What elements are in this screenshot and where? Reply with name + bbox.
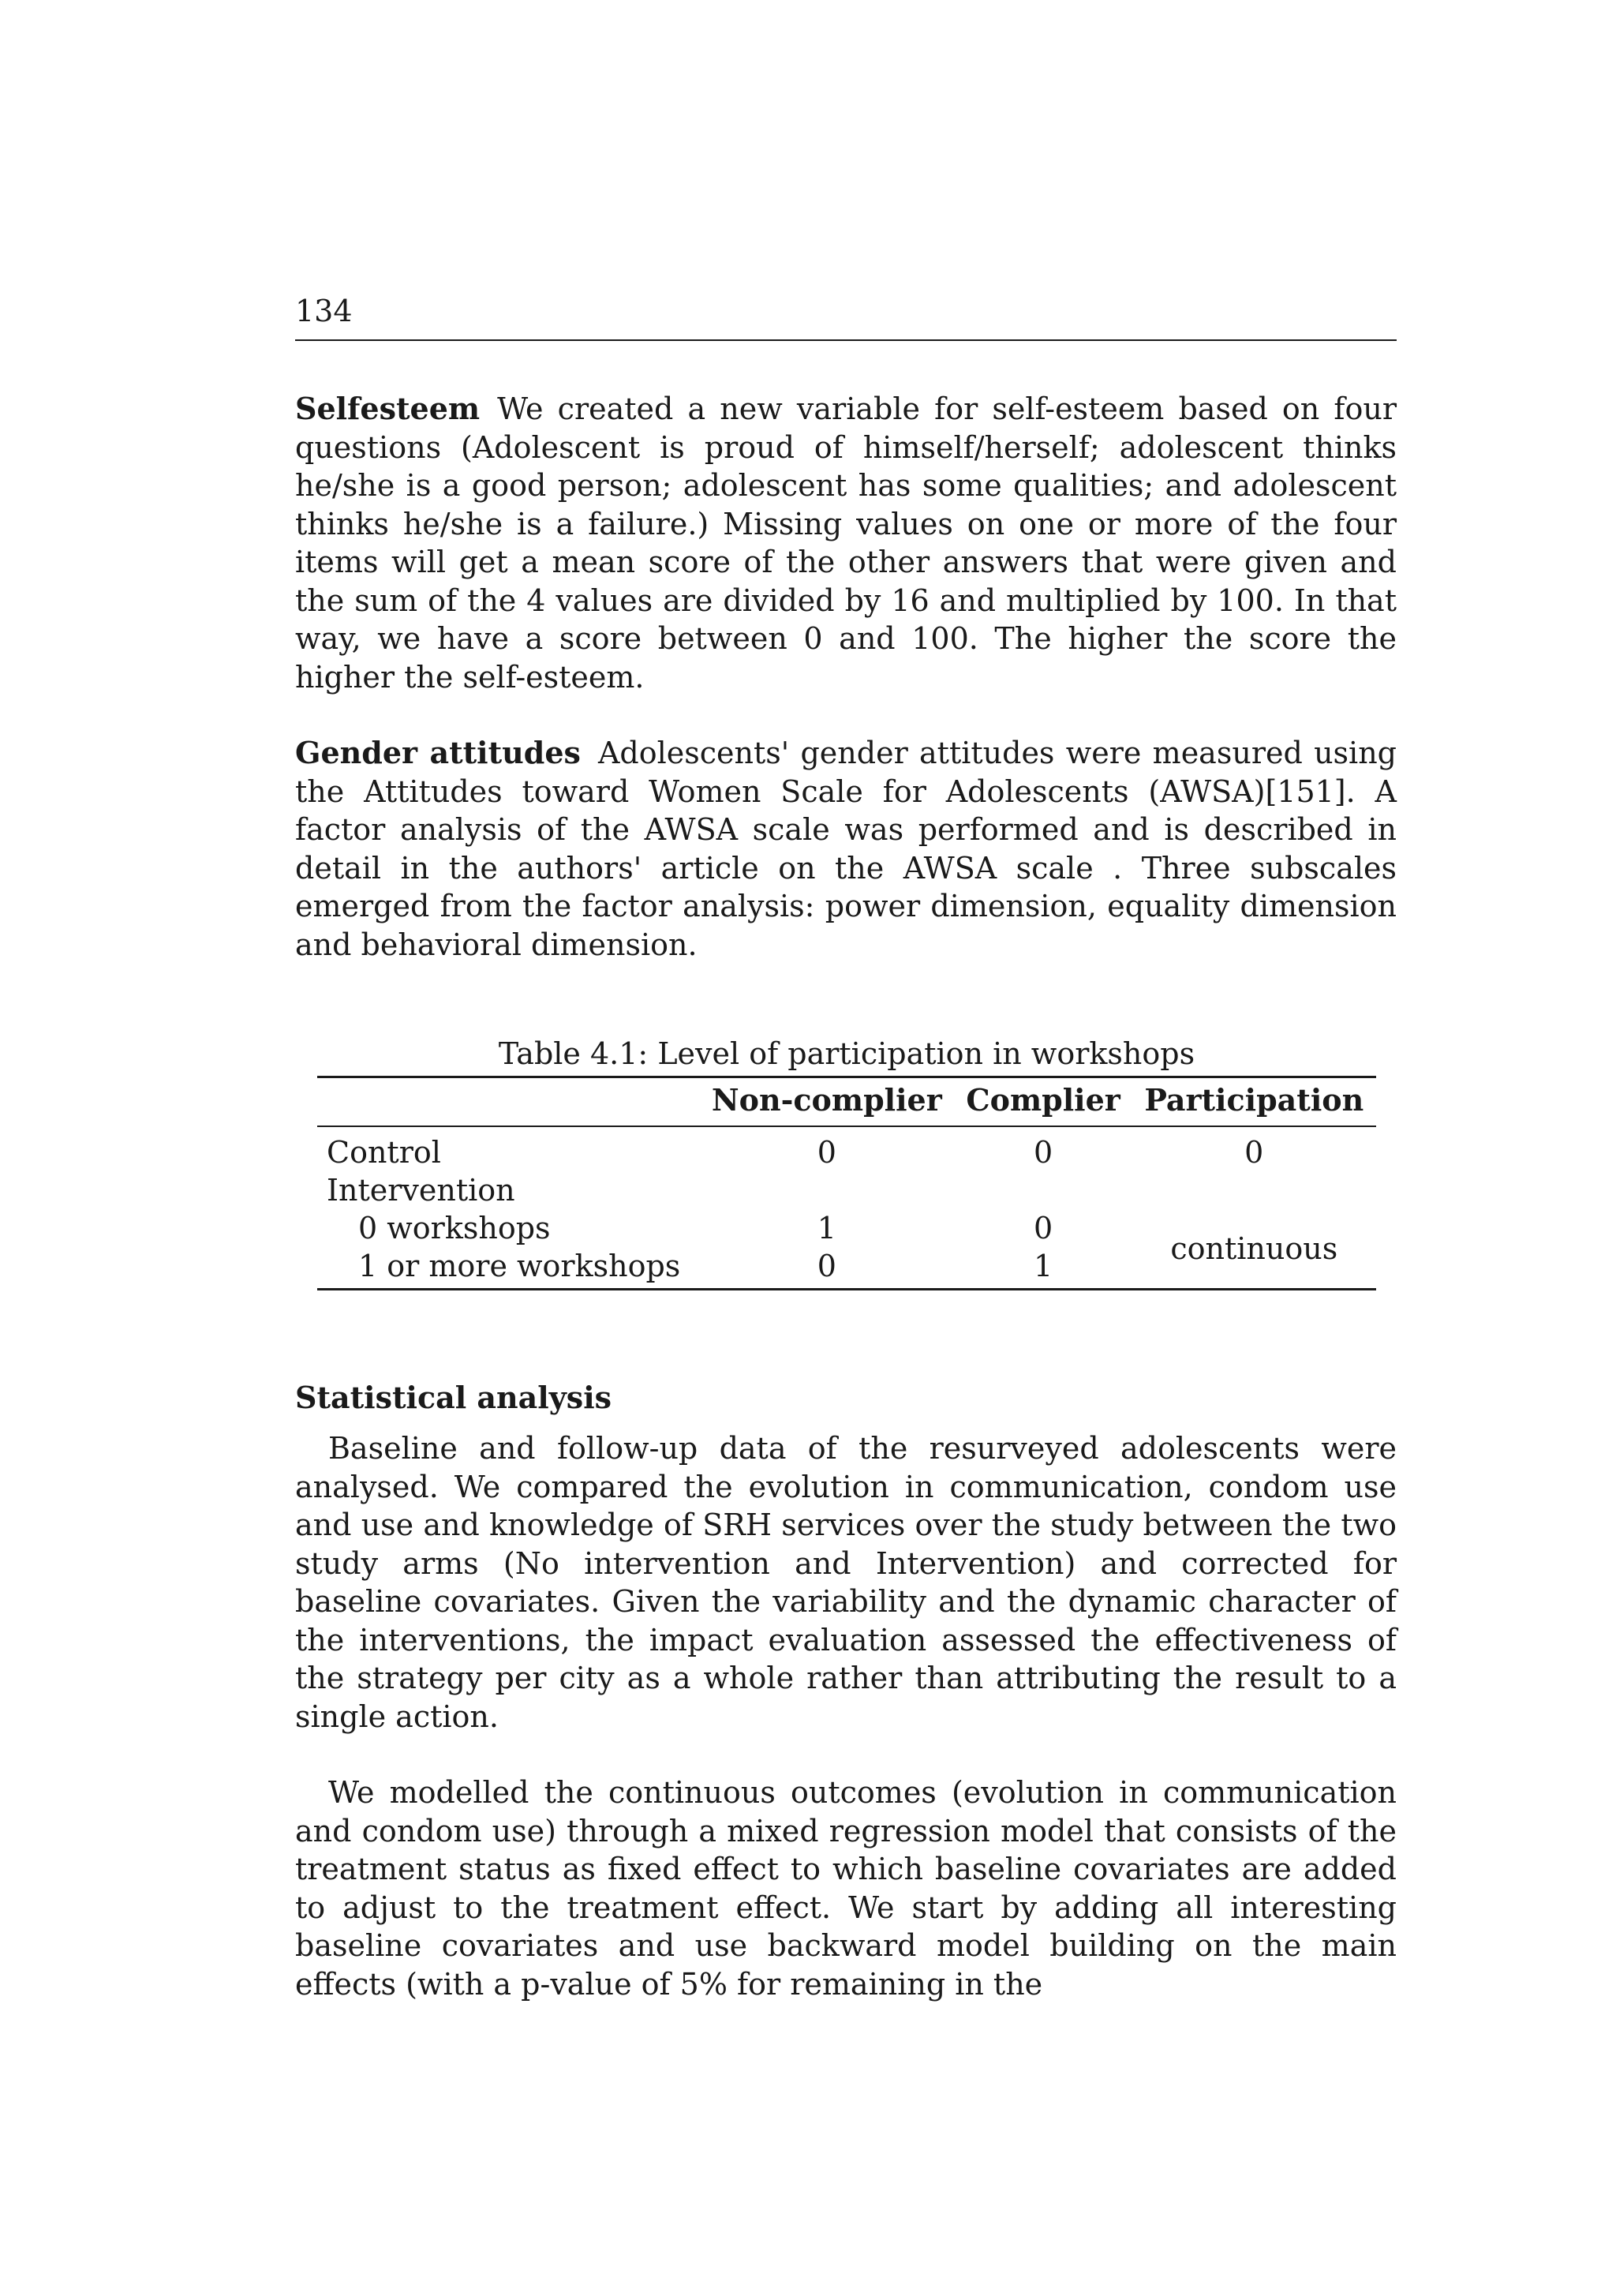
page-content <box>295 292 1397 2003</box>
table-header-row <box>317 1077 1376 1127</box>
table-row-control <box>317 1126 1376 1171</box>
selfesteem-paragraph <box>295 390 1397 696</box>
selfesteem-heading: Selfesteem <box>295 391 481 426</box>
table-header-participation: Participation <box>1132 1077 1376 1127</box>
cell-control-non-complier: 0 <box>817 1135 836 1170</box>
cell-participation-continuous: continuous <box>1170 1231 1338 1266</box>
gender-attitudes-text: Adolescents' gender attitudes were measured using the Attitudes toward Women Scale for Adolescents (AWSA)[151]. A factor analysis of the AWSA scale was performed and is described in detail in the authors' article on the AWSA scale . Three subscales emerged from the factor analysis: power dimension, equality dimension and behavioral dimension. <box>295 736 1397 962</box>
cell-one-or-more-non-complier: 0 <box>817 1249 836 1283</box>
section-heading-statistical-analysis: Statistical analysis <box>295 1380 612 1415</box>
gender-attitudes-paragraph <box>295 734 1397 964</box>
cell-zero-workshops-non-complier: 1 <box>817 1211 836 1245</box>
statistical-analysis-paragraph-2: We modelled the continuous outcomes (evolution in communication and condom use) through a mixed regression model that consists of the treatment status as fixed effect to which baseline covariates are added to adjust to the treatment effect. We start by adding all interesting baseline covariates and use backward model building on the main effects (with a p-value of 5% for remaining in the <box>295 1775 1397 2002</box>
row-label-zero-workshops: 0 workshops <box>358 1211 551 1245</box>
participation-table <box>317 1076 1376 1290</box>
row-label-intervention: Intervention <box>327 1173 515 1208</box>
page-number: 134 <box>295 292 1397 341</box>
cell-control-complier: 0 <box>1034 1135 1053 1170</box>
gender-attitudes-heading: Gender attitudes <box>295 735 581 770</box>
cell-zero-workshops-complier: 0 <box>1034 1211 1053 1245</box>
table-row-zero-workshops <box>317 1209 1376 1247</box>
table-caption: Table 4.1: Level of participation in workshops <box>498 1036 1195 1071</box>
cell-control-participation: 0 <box>1244 1135 1264 1170</box>
table-row-intervention <box>317 1171 1376 1209</box>
selfesteem-text: We created a new variable for self-esteem based on four questions (Adolescent is proud of himself/herself; adolescent thinks he/she is a good person; adolescent has some qualities; and adolescent thinks he/she is a failure.) Missing values on one or more of the four items will get a mean score of the other answers that were given and the sum of the 4 values are divided by 16 and multiplied by 100. In that way, we have a score between 0 and 100. The higher the score the higher the self-esteem. <box>295 391 1397 695</box>
row-label-control: Control <box>327 1135 441 1170</box>
statistical-analysis-paragraph-1: Baseline and follow-up data of the resurveyed adolescents were analysed. We compared the evolution in communication, condom use and use and knowledge of SRH services over the study between the two study arms (No intervention and Intervention) and corrected for baseline covariates. Given the variability and the dynamic character of the interventions, the impact evaluation assessed the effectiveness of the strategy per city as a whole rather than attributing the result to a single action. <box>295 1431 1397 1734</box>
table-header-non-complier: Non-complier <box>699 1077 955 1127</box>
cell-one-or-more-complier: 1 <box>1034 1249 1053 1283</box>
table-header-blank <box>317 1077 699 1127</box>
row-label-one-or-more: 1 or more workshops <box>358 1249 681 1283</box>
participation-table-block <box>317 1035 1376 1290</box>
table-header-complier: Complier <box>955 1077 1132 1127</box>
